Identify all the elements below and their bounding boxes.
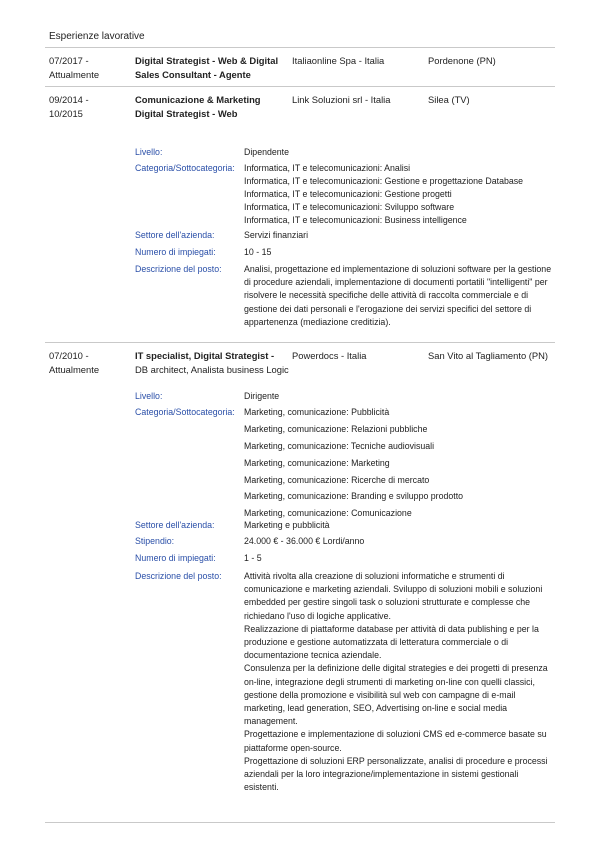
divider: [45, 47, 555, 48]
description-label: Descrizione del posto:: [135, 264, 222, 274]
category-item: Informatica, IT e telecomunicazioni: Gestione progetti: [244, 189, 452, 199]
category-item: Informatica, IT e telecomunicazioni: Analisi: [244, 163, 411, 173]
job-title: IT specialist, Digital Strategist - DB architect, Analista business Logic: [135, 350, 289, 375]
description-label: Descrizione del posto:: [135, 571, 222, 581]
description-text: Attività rivolta alla creazione di soluzioni informatiche e strumenti di comunicazione e marketing aziendali. Sviluppo di soluzioni mobili e soluzioni embedded per gestire singoli task o soluzioni strutturate e complesse che richiedano l'uso di logiche applicative. Realizzazione di piattaforme database per attività di data publishing e per la produzione e gestione automatizzata di letteratura commerciale o di documentazione tecnica aziendale. Consulenza per la definizione delle digital strategies e dei progetti di presenza on-line, integrazione degli strumenti di marketing on-line con quelli classici, gestione della promozione e visibilità sul web con campagne di e-mail marketing, lead generation, SEO, Advertising on-line e social media management. Progettazione e implementazione di soluzioni CMS ed e-commerce basate su piattaforme open-source. Progettazione di soluzioni ERP personalizzate, analisi di procedure e processi aziendali per la loro integrazione/implementazione in sistemi gestionali esistenti.: [244, 571, 548, 793]
sector-value: Marketing e pubblicità: [244, 520, 330, 530]
category-item: Marketing, comunicazione: Branding e sviluppo prodotto: [244, 491, 464, 501]
level-value: Dirigente: [244, 391, 280, 401]
job-title: Digital Strategist - Web & Digital Sales Consultant - Agente: [135, 55, 279, 80]
employees-value: 1 - 5: [244, 553, 262, 563]
divider: [45, 822, 555, 823]
category-item: Marketing, comunicazione: Ricerche di mercato: [244, 475, 430, 485]
level-value: Dipendente: [244, 147, 289, 157]
category-item: Marketing, comunicazione: Pubblicità: [244, 407, 390, 417]
job-place: Silea (TV): [428, 94, 470, 105]
divider: [45, 342, 555, 343]
category-item: Marketing, comunicazione: Comunicazione: [244, 508, 412, 518]
category-item: Marketing, comunicazione: Relazioni pubbliche: [244, 424, 428, 434]
job-date: 07/2010 - Attualmente: [49, 350, 100, 375]
level-label: Livello:: [135, 147, 163, 157]
job-title: Comunicazione & Marketing Digital Strategist - Web: [135, 94, 261, 119]
job-company: Powerdocs - Italia: [292, 350, 367, 361]
salary-value: 24.000 € - 36.000 € Lordi/anno: [244, 536, 365, 546]
category-item: Informatica, IT e telecomunicazioni: Gestione e progettazione Database: [244, 176, 524, 186]
sector-value: Servizi finanziari: [244, 230, 309, 240]
category-item: Marketing, comunicazione: Marketing: [244, 458, 390, 468]
level-label: Livello:: [135, 391, 163, 401]
job-company: Link Soluzioni srl - Italia: [292, 94, 391, 105]
salary-label: Stipendio:: [135, 536, 175, 546]
section-title: Esperienze lavorative: [49, 31, 145, 42]
employees-label: Numero di impiegati:: [135, 553, 216, 563]
job-place: Pordenone (PN): [428, 55, 496, 66]
category-item: Marketing, comunicazione: Tecniche audiovisuali: [244, 441, 435, 451]
employees-value: 10 - 15: [244, 247, 272, 257]
job-company: Italiaonline Spa - Italia: [292, 55, 385, 66]
sector-label: Settore dell'azienda:: [135, 520, 215, 530]
employees-label: Numero di impiegati:: [135, 247, 216, 257]
category-label: Categoria/Sottocategoria:: [135, 407, 235, 417]
category-item: Informatica, IT e telecomunicazioni: Business intelligence: [244, 215, 467, 225]
description-text: Analisi, progettazione ed implementazione di soluzioni software per la gestione di procedure aziendali, implementazione di documenti portatili "intelligenti" per risolvere le necessità specifiche delle attività di raccolta commerciale e di gestione dei dati personali e l'erogazione dei servizi specifici del settore di appartenenza (mediazione creditizia).: [244, 264, 552, 327]
divider: [45, 86, 555, 87]
job-place: San Vito al Tagliamento (PN): [428, 350, 549, 361]
category-label: Categoria/Sottocategoria:: [135, 163, 235, 173]
job-date: 07/2017 - Attualmente: [49, 55, 100, 80]
job-date: 09/2014 - 10/2015: [49, 94, 89, 119]
category-item: Informatica, IT e telecomunicazioni: Sviluppo software: [244, 202, 455, 212]
sector-label: Settore dell'azienda:: [135, 230, 215, 240]
